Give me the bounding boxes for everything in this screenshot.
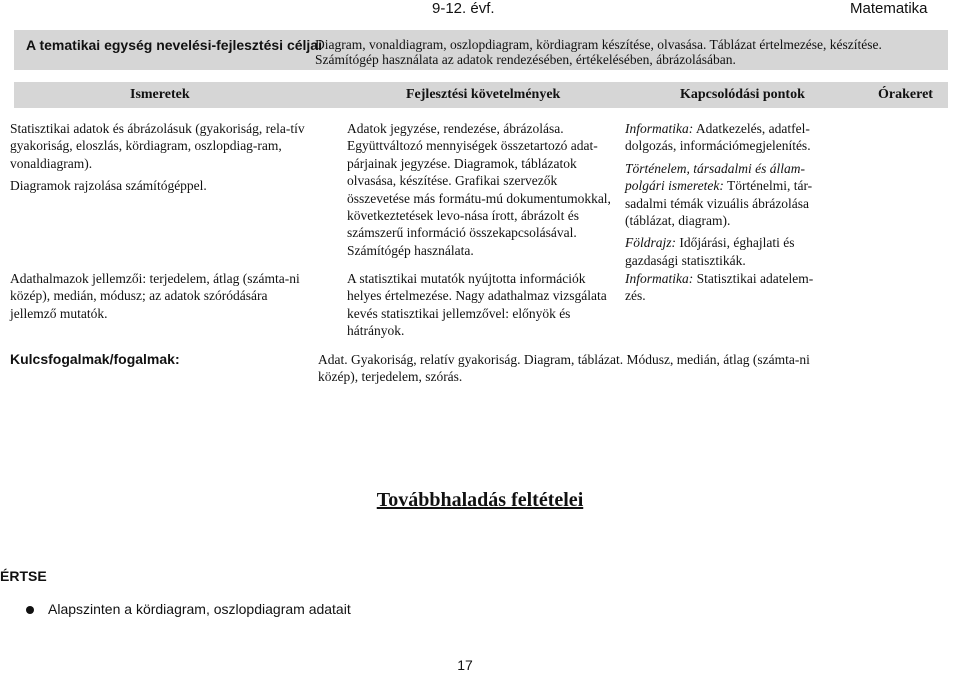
kulcsfogalmak-label: Kulcsfogalmak/fogalmak: (10, 351, 180, 367)
row1-link-foldrajz (625, 234, 830, 269)
subject-header: Matematika (850, 0, 928, 17)
goals-text: Diagram, vonaldiagram, oszlopdiagram, kördiagram készítése, olvasása. Táblázat értelmezése, készítése. Számítógép használata az adatok rendezésében, értékelésében, ábrázolásában. (315, 37, 882, 67)
subject-tortenelem: Történelem, társadalmi és állam-polgári ismeretek: (625, 160, 805, 194)
col-header-kapcsolodasi: Kapcsolódási pontok (680, 87, 805, 102)
row2-kapcsolodasi (625, 270, 830, 305)
subject-informatika: Informatika: (625, 121, 694, 136)
row1-kapcsolodasi (625, 120, 830, 274)
row1-ismeretek (10, 120, 312, 200)
bullet-icon (26, 606, 34, 614)
grade-header: 9-12. évf. (432, 0, 495, 17)
row1-link-tortenelem (625, 160, 830, 230)
kulcsfogalmak-text: Adat. Gyakoriság, relatív gyakoriság. Diagram, táblázat. Módusz, medián, átlag (számta-ni közép), terjedelem, szórás. (318, 352, 810, 385)
link-informatika-2-text: Statisztikai adatelem-zés. (625, 271, 814, 304)
link-foldrajz-text: Időjárási, éghajlati és gazdasági statisztikák. (625, 235, 795, 268)
subject-foldrajz: Földrajz: (625, 235, 677, 251)
col-header-orakeret: Órakeret (878, 87, 933, 102)
row1-ismeretek-para2: Diagramok rajzolása számítógéppel. (10, 178, 207, 194)
col-header-ismeretek: Ismeretek (130, 87, 190, 102)
ertse-heading: ÉRTSE (0, 568, 47, 584)
row2-ismeretek: Adathalmazok jellemzői: terjedelem, átlag (számta-ni közép), medián, módusz; az adatok szóródására jellemző mutatók. (10, 271, 300, 321)
link-informatika-text: Adatkezelés, adatfel-dolgozás, információmegjelenítés. (625, 121, 811, 154)
tovabbhaladas-title: Továbbhaladás feltételei (376, 489, 584, 511)
goals-label: A tematikai egység nevelési-fejlesztési céljai (26, 37, 322, 53)
row1-fejlesztesi: Adatok jegyzése, rendezése, ábrázolása. Együttváltozó mennyiségek összetartozó adat-párjainak jegyzése. Diagramok, táblázatok olvasása, készítése. Grafikai szervezők összevetése más formátu-mú dokumentumokkal, következtetések levo-nása írott, ábrázolt és számszerű információ összekapcsolásával. Számítógép használata. (347, 121, 611, 258)
row1-link-informatika (625, 120, 830, 155)
subject-informatika-2: Informatika: (625, 271, 694, 286)
row1-ismeretek-para1: Statisztikai adatok és ábrázolásuk (gyakoriság, rela-tív gyakoriság, eloszlás, kördiagram, oszlopdiag-ram, vonaldiagram). (10, 121, 305, 171)
row2-fejlesztesi: A statisztikai mutatók nyújtotta információk helyes értelmezése. Nagy adathalmaz vizsgálata kevés statisztikai jellemzővel: előnyök és hátrányok. (347, 271, 607, 339)
link-tortenelem-text: Történelmi, tár-sadalmi témák vizuális ábrázolása (táblázat, diagram). (625, 178, 813, 229)
ertse-item: Alapszinten a kördiagram, oszlopdiagram adatait (48, 601, 351, 617)
col-header-fejlesztesi: Fejlesztési követelmények (406, 87, 561, 102)
page-number: 17 (457, 657, 473, 673)
